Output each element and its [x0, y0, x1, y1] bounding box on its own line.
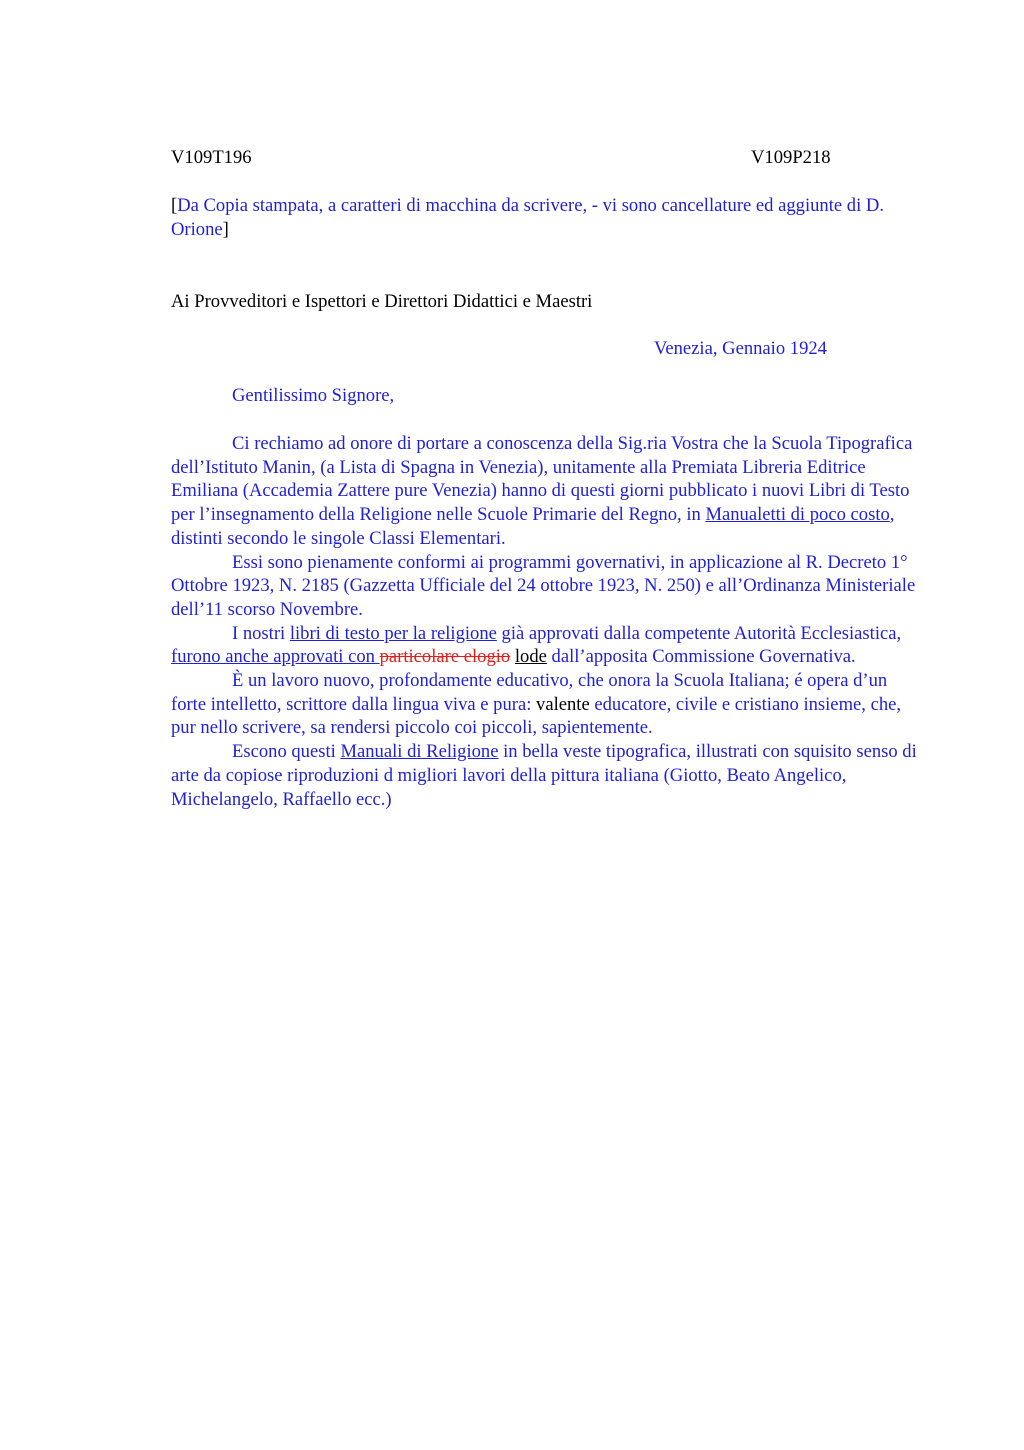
note-close-bracket: ] [222, 219, 229, 240]
note-text: Da Copia stampata, a caratteri di macchina da scrivere, - vi sono cancellature ed aggiunte di D. Orione [171, 195, 884, 240]
p3-underlined-1: libri di testo per la religione [289, 622, 497, 644]
p3-added-word: lode [514, 646, 547, 668]
paragraph-3 [171, 622, 921, 669]
date-line: Venezia, Gennaio 1924 [654, 338, 827, 359]
paragraph-1 [171, 432, 921, 551]
p3-text-middle: già approvati dalla competente Autorità Ecclesiastica, [496, 622, 902, 644]
p4-black-word: valente [536, 693, 590, 715]
p2-text: Essi sono pienamente conformi ai programmi governativi, in applicazione al R. Decreto 1° Ottobre 1923, N. 2185 (Gazzetta Ufficiale del 24 ottobre 1923, N. 250) e all’Ordinanza Ministeriale dell’11 scorso Novembre. [171, 551, 916, 620]
p3-underlined-2: furono anche approvati con [171, 646, 380, 668]
p5-text-after: in bella veste tipografica, illustrati con squisito senso di arte da copiose riproduzioni d migliori lavori della pittura italiana (Giotto, Beato Angelico, Michelangelo, Raffaello ecc.) [171, 741, 917, 810]
p4-text-after: educatore, civile e cristiano insieme, che, pur nello scrivere, sa rendersi piccolo coi piccoli, sapientemente. [171, 693, 902, 739]
addressee: Ai Provveditori e Ispettori e Direttori Didattici e Maestri [171, 291, 593, 312]
p4-text-before: È un lavoro nuovo, profondamente educativo, che onora la Scuola Italiana; é opera d’un forte intelletto, scrittore dalla lingua viva e pura: [171, 670, 888, 715]
p5-underlined: Manuali di Religione [340, 741, 499, 763]
paragraph-5 [171, 740, 921, 811]
greeting: Gentilissimo Signore, [232, 385, 395, 406]
paragraph-4 [171, 669, 921, 740]
p1-text-after: , distinti secondo le singole Classi Elementari. [171, 504, 895, 549]
note-open-bracket: [ [171, 195, 178, 216]
paragraph-2 [171, 551, 921, 622]
p1-text-before: Ci rechiamo ad onore di portare a conoscenza della Sig.ria Vostra che la Scuola Tipografica dell’Istituto Manin, (a Lista di Spagna in Venezia), unitamente alla Premiata Libreria Editrice Emiliana (Accademia Zattere pure Venezia) hanno di questi giorni pubblicato i nuovi Libri di Testo per l’insegnamento della Religione nelle Scuole Primarie del Regno, in [171, 433, 913, 526]
p3-text-before: I nostri [232, 622, 290, 644]
p1-underlined: Manualetti di poco costo [705, 504, 890, 526]
p3-struck-text: particolare elogio [379, 646, 511, 668]
letter-body [171, 432, 921, 811]
code-left: V109T196 [171, 147, 252, 168]
code-right: V109P218 [751, 147, 831, 168]
document-codes [171, 146, 921, 170]
p3-text-after: dall’apposita Commissione Governativa. [546, 646, 856, 668]
p5-text-before: Escono questi [232, 741, 341, 763]
source-note [171, 194, 921, 242]
document-page [171, 146, 921, 811]
